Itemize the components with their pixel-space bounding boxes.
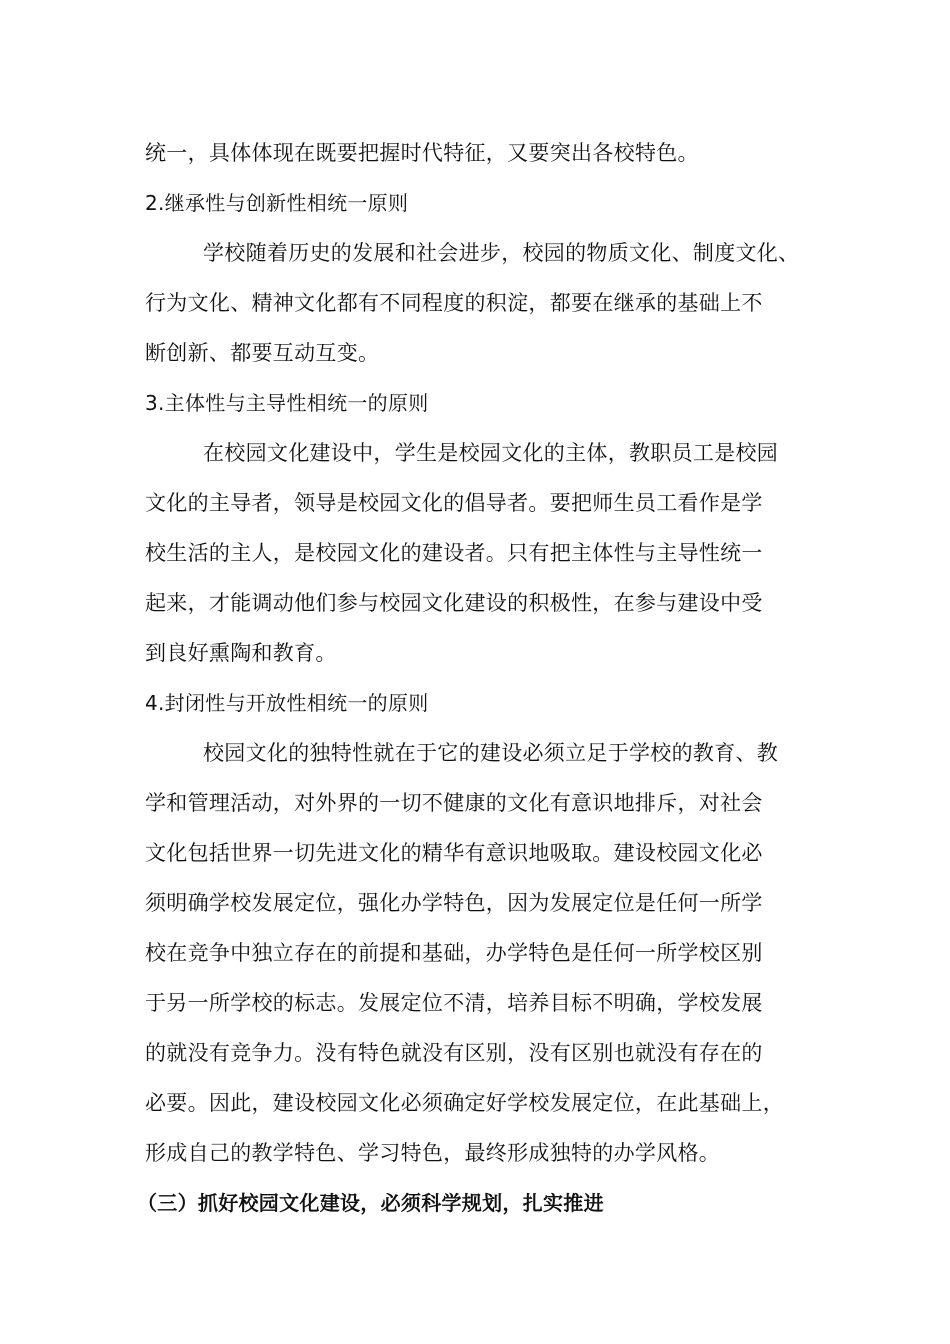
paragraph-line: 校生活的主人，是校园文化的建设者。只有把主体性与主导性统一 (145, 541, 763, 565)
paragraph-line: 须明确学校发展定位，强化办学特色，因为发展定位是任何一所学 (145, 891, 763, 915)
paragraph-line: 在校园文化建设中，学生是校园文化的主体，教职员工是校园 (203, 441, 779, 465)
paragraph-line: 起来，才能调动他们参与校园文化建设的积极性，在参与建设中受 (145, 591, 763, 615)
document-body (137, 128, 821, 1228)
paragraph-line: 文化包括世界一切先进文化的精华有意识地吸取。建设校园文化必 (145, 841, 763, 865)
principle-heading-4: 4.封闭性与开放性相统一的原则 (145, 691, 429, 715)
principle-heading-3: 3.主体性与主导性相统一的原则 (145, 391, 429, 415)
paragraph-line: 校园文化的独特性就在于它的建设必须立足于学校的教育、教 (203, 741, 779, 765)
paragraph-line: 行为文化、精神文化都有不同程度的积淀，都要在继承的基础上不 (145, 291, 763, 315)
paragraph-line: 的就没有竞争力。没有特色就没有区别，没有区别也就没有存在的 (145, 1041, 763, 1065)
paragraph-line: 统一，具体体现在既要把握时代特征，又要突出各校特色。 (145, 141, 699, 165)
paragraph-line: 断创新、都要互动互变。 (145, 341, 380, 365)
paragraph-line: 学和管理活动，对外界的一切不健康的文化有意识地排斥，对社会 (145, 791, 763, 815)
paragraph-line: 文化的主导者，领导是校园文化的倡导者。要把师生员工看作是学 (145, 491, 763, 515)
principle-heading-2: 2.继承性与创新性相统一原则 (145, 191, 409, 215)
paragraph-line: 必要。因此，建设校园文化必须确定好学校发展定位，在此基础上， (145, 1091, 784, 1115)
paragraph-line: 于另一所学校的标志。发展定位不清，培养目标不明确，学校发展 (145, 991, 763, 1015)
paragraph-line: 到良好熏陶和教育。 (145, 641, 337, 665)
paragraph-line: 学校随着历史的发展和社会进步，校园的物质文化、制度文化、 (203, 241, 800, 265)
paragraph-line: 校在竞争中独立存在的前提和基础，办学特色是任何一所学校区别 (145, 941, 763, 965)
section-heading-3: （三）抓好校园文化建设，必须科学规划，扎实推进 (137, 1191, 604, 1215)
paragraph-line: 形成自己的教学特色、学习特色，最终形成独特的办学风格。 (145, 1141, 721, 1165)
